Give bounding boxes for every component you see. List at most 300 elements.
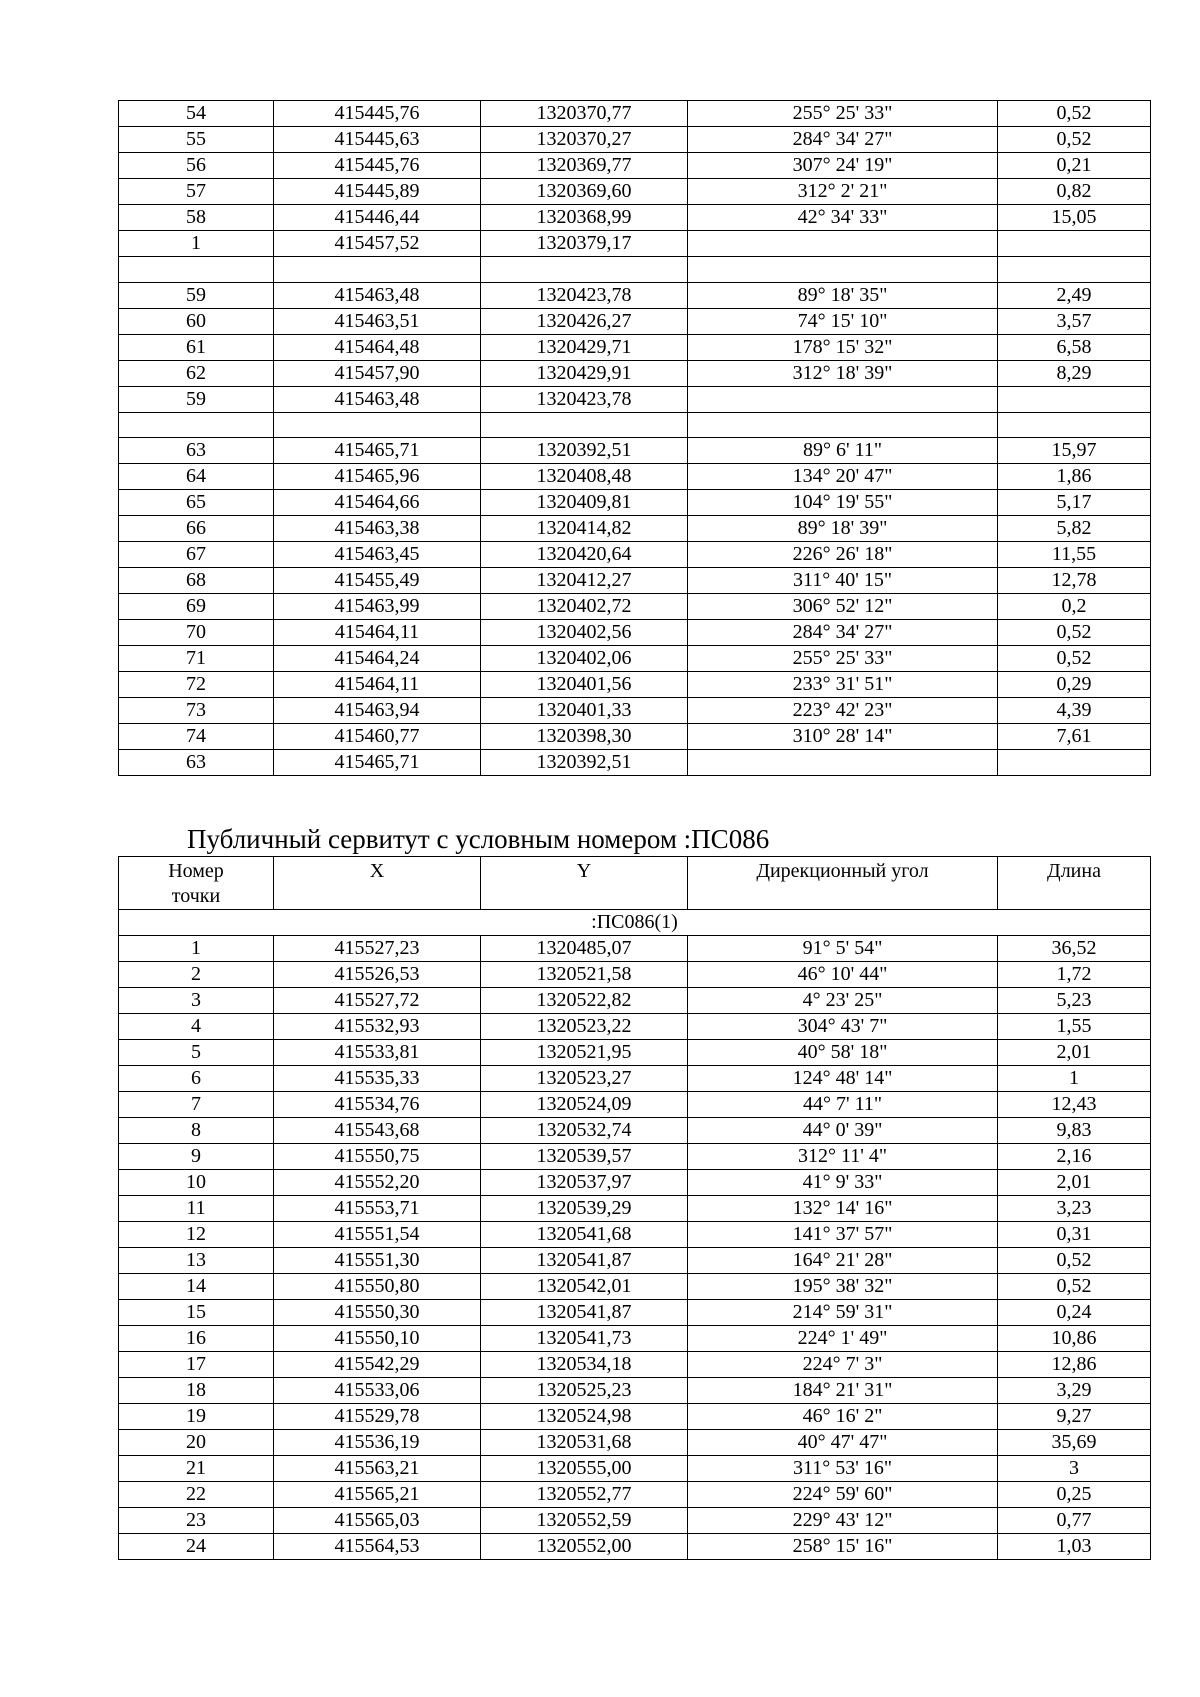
cell-length: 11,55: [998, 542, 1151, 568]
cell-point-number: 63: [119, 750, 274, 776]
cell-x: 415463,48: [274, 386, 481, 412]
cell-length: 4,39: [998, 698, 1151, 724]
cell-x: 415533,81: [274, 1040, 481, 1066]
table-row: [119, 1352, 1151, 1378]
cell-x: 415550,75: [274, 1144, 481, 1170]
cell-length: 0,2: [998, 594, 1151, 620]
cell-length: 0,21: [998, 153, 1151, 179]
cell-length: 2,01: [998, 1040, 1151, 1066]
cell-x: 415446,44: [274, 205, 481, 231]
table-row: [119, 1274, 1151, 1300]
cell-point-number: 68: [119, 568, 274, 594]
cell-point-number: 61: [119, 334, 274, 360]
table-row: [119, 1170, 1151, 1196]
cell-y: 1320370,77: [481, 101, 688, 127]
cell-length: 9,27: [998, 1404, 1151, 1430]
table-row: [119, 257, 1151, 283]
table-row: [119, 308, 1151, 334]
cell-length: 0,31: [998, 1222, 1151, 1248]
cell-y: 1320541,87: [481, 1248, 688, 1274]
table-row: [119, 724, 1151, 750]
cell-length: [998, 257, 1151, 283]
cell-y: 1320523,27: [481, 1066, 688, 1092]
cell-x: 415542,29: [274, 1352, 481, 1378]
cell-point-number: 6: [119, 1066, 274, 1092]
table-row: [119, 360, 1151, 386]
cell-length: 10,86: [998, 1326, 1151, 1352]
cell-point-number: 9: [119, 1144, 274, 1170]
cell-point-number: 19: [119, 1404, 274, 1430]
cell-y: [481, 412, 688, 438]
cell-x: 415457,90: [274, 360, 481, 386]
cell-x: 415551,30: [274, 1248, 481, 1274]
table-row: [119, 438, 1151, 464]
cell-length: 6,58: [998, 334, 1151, 360]
cell-x: 415463,48: [274, 282, 481, 308]
cell-length: 36,52: [998, 936, 1151, 962]
cell-length: 3,23: [998, 1196, 1151, 1222]
cell-direction-angle: 184° 21' 31": [688, 1378, 998, 1404]
cell-x: 415457,52: [274, 231, 481, 257]
cell-direction-angle: 258° 15' 16": [688, 1534, 998, 1560]
cell-y: 1320485,07: [481, 936, 688, 962]
table-row: [119, 386, 1151, 412]
table-row: [119, 1534, 1151, 1560]
cell-y: 1320392,51: [481, 438, 688, 464]
table-row: [119, 1456, 1151, 1482]
cell-y: 1320524,09: [481, 1092, 688, 1118]
cell-point-number: 24: [119, 1534, 274, 1560]
cell-direction-angle: 226° 26' 18": [688, 542, 998, 568]
cell-point-number: 4: [119, 1014, 274, 1040]
cell-direction-angle: 195° 38' 32": [688, 1274, 998, 1300]
cell-length: 2,49: [998, 282, 1151, 308]
table-row: [119, 1014, 1151, 1040]
cell-x: 415550,10: [274, 1326, 481, 1352]
cell-direction-angle: 255° 25' 33": [688, 646, 998, 672]
cell-y: [481, 257, 688, 283]
section-title: Публичный сервитут с условным номером :ПС086: [187, 824, 770, 854]
cell-length: 3,57: [998, 308, 1151, 334]
cell-y: 1320552,00: [481, 1534, 688, 1560]
cell-direction-angle: 124° 48' 14": [688, 1066, 998, 1092]
cell-direction-angle: 307° 24' 19": [688, 153, 998, 179]
cell-length: 0,52: [998, 646, 1151, 672]
cell-x: 415563,21: [274, 1456, 481, 1482]
cell-x: 415464,48: [274, 334, 481, 360]
cell-y: 1320423,78: [481, 386, 688, 412]
cell-direction-angle: 89° 18' 35": [688, 282, 998, 308]
cell-y: 1320541,73: [481, 1326, 688, 1352]
cell-direction-angle: [688, 412, 998, 438]
cell-point-number: 70: [119, 620, 274, 646]
table-row: [119, 334, 1151, 360]
table-row: [119, 1222, 1151, 1248]
cell-length: 1,72: [998, 962, 1151, 988]
contour-label: :ПС086(1): [119, 910, 1151, 936]
cell-length: 12,43: [998, 1092, 1151, 1118]
cell-y: 1320369,60: [481, 179, 688, 205]
cell-direction-angle: 134° 20' 47": [688, 464, 998, 490]
cell-y: 1320532,74: [481, 1118, 688, 1144]
cell-y: 1320423,78: [481, 282, 688, 308]
table-row: [119, 542, 1151, 568]
cell-y: 1320401,33: [481, 698, 688, 724]
cell-x: 415535,33: [274, 1066, 481, 1092]
cell-direction-angle: 233° 31' 51": [688, 672, 998, 698]
table-row: [119, 464, 1151, 490]
cell-length: 0,52: [998, 101, 1151, 127]
cell-y: 1320541,68: [481, 1222, 688, 1248]
cell-direction-angle: 141° 37' 57": [688, 1222, 998, 1248]
cell-direction-angle: 284° 34' 27": [688, 620, 998, 646]
cell-y: 1320420,64: [481, 542, 688, 568]
cell-point-number: 73: [119, 698, 274, 724]
table-row: [119, 698, 1151, 724]
cell-direction-angle: 44° 0' 39": [688, 1118, 998, 1144]
cell-direction-angle: 304° 43' 7": [688, 1014, 998, 1040]
cell-x: 415551,54: [274, 1222, 481, 1248]
cell-y: 1320541,87: [481, 1300, 688, 1326]
cell-point-number: 60: [119, 308, 274, 334]
cell-direction-angle: [688, 386, 998, 412]
cell-point-number: 57: [119, 179, 274, 205]
cell-y: 1320429,71: [481, 334, 688, 360]
table-row: [119, 516, 1151, 542]
cell-point-number: 63: [119, 438, 274, 464]
cell-length: 2,16: [998, 1144, 1151, 1170]
cell-point-number: 59: [119, 386, 274, 412]
table-header-row: [119, 857, 1151, 910]
cell-y: 1320534,18: [481, 1352, 688, 1378]
cell-y: 1320426,27: [481, 308, 688, 334]
table-row: [119, 127, 1151, 153]
cell-y: 1320539,57: [481, 1144, 688, 1170]
cell-x: 415445,63: [274, 127, 481, 153]
table-row: [119, 988, 1151, 1014]
cell-x: 415463,38: [274, 516, 481, 542]
cell-y: 1320392,51: [481, 750, 688, 776]
cell-x: 415550,30: [274, 1300, 481, 1326]
table-row: [119, 646, 1151, 672]
cell-direction-angle: [688, 257, 998, 283]
cell-length: [998, 386, 1151, 412]
cell-x: 415529,78: [274, 1404, 481, 1430]
cell-length: 0,25: [998, 1482, 1151, 1508]
cell-x: 415445,76: [274, 101, 481, 127]
cell-y: 1320402,72: [481, 594, 688, 620]
cell-direction-angle: 312° 18' 39": [688, 360, 998, 386]
cell-length: [998, 412, 1151, 438]
header-point-number: Номер точки: [119, 857, 274, 910]
cell-point-number: 69: [119, 594, 274, 620]
cell-length: 7,61: [998, 724, 1151, 750]
cell-x: 415534,76: [274, 1092, 481, 1118]
cell-point-number: 55: [119, 127, 274, 153]
cell-point-number: 74: [119, 724, 274, 750]
cell-direction-angle: 310° 28' 14": [688, 724, 998, 750]
table-row: [119, 179, 1151, 205]
cell-length: 1: [998, 1066, 1151, 1092]
cell-point-number: 21: [119, 1456, 274, 1482]
cell-length: 3: [998, 1456, 1151, 1482]
cell-length: 3,29: [998, 1378, 1151, 1404]
cell-y: 1320552,77: [481, 1482, 688, 1508]
cell-point-number: 5: [119, 1040, 274, 1066]
table-row: [119, 1066, 1151, 1092]
cell-direction-angle: 91° 5' 54": [688, 936, 998, 962]
header-length: Длина: [998, 857, 1151, 910]
table-row: [119, 936, 1151, 962]
table-row: [119, 1378, 1151, 1404]
table-row: [119, 231, 1151, 257]
table-row: [119, 750, 1151, 776]
cell-point-number: 15: [119, 1300, 274, 1326]
header-y: Y: [481, 857, 688, 910]
cell-length: 1,55: [998, 1014, 1151, 1040]
cell-length: 8,29: [998, 360, 1151, 386]
cell-x: 415463,51: [274, 308, 481, 334]
cell-y: 1320368,99: [481, 205, 688, 231]
cell-y: 1320402,06: [481, 646, 688, 672]
cell-point-number: 58: [119, 205, 274, 231]
table-row: [119, 620, 1151, 646]
cell-x: 415445,76: [274, 153, 481, 179]
cell-point-number: 64: [119, 464, 274, 490]
cell-direction-angle: 40° 58' 18": [688, 1040, 998, 1066]
cell-y: 1320408,48: [481, 464, 688, 490]
cell-y: 1320521,95: [481, 1040, 688, 1066]
cell-y: 1320414,82: [481, 516, 688, 542]
cell-x: 415532,93: [274, 1014, 481, 1040]
cell-length: [998, 750, 1151, 776]
cell-length: 0,52: [998, 1274, 1151, 1300]
cell-direction-angle: 42° 34' 33": [688, 205, 998, 231]
cell-point-number: 2: [119, 962, 274, 988]
table-row: [119, 1196, 1151, 1222]
cell-point-number: 17: [119, 1352, 274, 1378]
cell-point-number: 65: [119, 490, 274, 516]
cell-direction-angle: 74° 15' 10": [688, 308, 998, 334]
table-row: [119, 153, 1151, 179]
cell-y: 1320429,91: [481, 360, 688, 386]
cell-x: 415463,94: [274, 698, 481, 724]
table-row: [119, 1508, 1151, 1534]
cell-direction-angle: 284° 34' 27": [688, 127, 998, 153]
cell-length: 0,24: [998, 1300, 1151, 1326]
cell-point-number: 66: [119, 516, 274, 542]
table-row: [119, 1482, 1151, 1508]
cell-direction-angle: 89° 18' 39": [688, 516, 998, 542]
cell-y: 1320370,27: [481, 127, 688, 153]
cell-y: 1320537,97: [481, 1170, 688, 1196]
cell-x: 415445,89: [274, 179, 481, 205]
table-subheader-row: [119, 910, 1151, 936]
cell-length: 0,52: [998, 620, 1151, 646]
cell-direction-angle: 132° 14' 16": [688, 1196, 998, 1222]
cell-x: 415553,71: [274, 1196, 481, 1222]
cell-x: 415463,45: [274, 542, 481, 568]
cell-y: 1320555,00: [481, 1456, 688, 1482]
cell-point-number: 10: [119, 1170, 274, 1196]
cell-y: 1320522,82: [481, 988, 688, 1014]
cell-y: 1320398,30: [481, 724, 688, 750]
cell-x: 415464,11: [274, 620, 481, 646]
cell-y: 1320412,27: [481, 568, 688, 594]
cell-point-number: 7: [119, 1092, 274, 1118]
cell-direction-angle: 229° 43' 12": [688, 1508, 998, 1534]
cell-x: 415564,53: [274, 1534, 481, 1560]
cell-point-number: 67: [119, 542, 274, 568]
cell-y: 1320379,17: [481, 231, 688, 257]
cell-direction-angle: 311° 40' 15": [688, 568, 998, 594]
cell-direction-angle: 312° 11' 4": [688, 1144, 998, 1170]
table-row: [119, 962, 1151, 988]
cell-length: 15,05: [998, 205, 1151, 231]
cell-x: 415464,11: [274, 672, 481, 698]
cell-x: 415455,49: [274, 568, 481, 594]
cell-x: 415464,66: [274, 490, 481, 516]
table-row: [119, 1092, 1151, 1118]
cell-length: 1,86: [998, 464, 1151, 490]
table-row: [119, 490, 1151, 516]
cell-y: 1320369,77: [481, 153, 688, 179]
cell-point-number: 20: [119, 1430, 274, 1456]
cell-x: 415527,23: [274, 936, 481, 962]
cell-length: 1,03: [998, 1534, 1151, 1560]
cell-length: 2,01: [998, 1170, 1151, 1196]
table-row: [119, 101, 1151, 127]
cell-direction-angle: 104° 19' 55": [688, 490, 998, 516]
header-direction-angle: Дирекционный угол: [688, 857, 998, 910]
cell-direction-angle: 44° 7' 11": [688, 1092, 998, 1118]
cell-point-number: 1: [119, 231, 274, 257]
cell-y: 1320523,22: [481, 1014, 688, 1040]
cell-point-number: 62: [119, 360, 274, 386]
table-row: [119, 412, 1151, 438]
cell-x: 415565,21: [274, 1482, 481, 1508]
cell-x: 415526,53: [274, 962, 481, 988]
cell-point-number: 11: [119, 1196, 274, 1222]
cell-length: 12,86: [998, 1352, 1151, 1378]
cell-y: 1320401,56: [481, 672, 688, 698]
table-row: [119, 1326, 1151, 1352]
servitude-coordinates-table: [118, 856, 1151, 1560]
cell-x: 415565,03: [274, 1508, 481, 1534]
table-body: [119, 101, 1151, 776]
cell-direction-angle: 312° 2' 21": [688, 179, 998, 205]
cell-length: 0,77: [998, 1508, 1151, 1534]
cell-direction-angle: 164° 21' 28": [688, 1248, 998, 1274]
cell-y: 1320539,29: [481, 1196, 688, 1222]
cell-point-number: [119, 412, 274, 438]
table-row: [119, 282, 1151, 308]
cell-length: 0,82: [998, 179, 1151, 205]
cell-x: 415536,19: [274, 1430, 481, 1456]
cell-x: 415465,71: [274, 438, 481, 464]
cell-direction-angle: 224° 1' 49": [688, 1326, 998, 1352]
cell-length: 15,97: [998, 438, 1151, 464]
table-row: [119, 1040, 1151, 1066]
cell-x: 415543,68: [274, 1118, 481, 1144]
cell-point-number: 16: [119, 1326, 274, 1352]
table-row: [119, 1248, 1151, 1274]
table-row: [119, 1118, 1151, 1144]
table-row: [119, 594, 1151, 620]
cell-y: 1320521,58: [481, 962, 688, 988]
cell-direction-angle: 89° 6' 11": [688, 438, 998, 464]
cell-direction-angle: [688, 231, 998, 257]
cell-length: 9,83: [998, 1118, 1151, 1144]
table-row: [119, 1430, 1151, 1456]
cell-point-number: 12: [119, 1222, 274, 1248]
cell-y: 1320542,01: [481, 1274, 688, 1300]
cell-x: 415465,71: [274, 750, 481, 776]
table-row: [119, 1404, 1151, 1430]
table-row: [119, 1300, 1151, 1326]
table-body: [119, 857, 1151, 1560]
cell-length: 5,17: [998, 490, 1151, 516]
coordinates-table-continued: [118, 100, 1151, 776]
cell-direction-angle: 41° 9' 33": [688, 1170, 998, 1196]
cell-point-number: 13: [119, 1248, 274, 1274]
cell-point-number: 23: [119, 1508, 274, 1534]
cell-y: 1320525,23: [481, 1378, 688, 1404]
table-row: [119, 672, 1151, 698]
cell-x: 415527,72: [274, 988, 481, 1014]
cell-direction-angle: 178° 15' 32": [688, 334, 998, 360]
cell-y: 1320402,56: [481, 620, 688, 646]
cell-direction-angle: 214° 59' 31": [688, 1300, 998, 1326]
cell-point-number: 18: [119, 1378, 274, 1404]
table-row: [119, 1144, 1151, 1170]
cell-direction-angle: 224° 7' 3": [688, 1352, 998, 1378]
cell-point-number: 71: [119, 646, 274, 672]
cell-y: 1320524,98: [481, 1404, 688, 1430]
cell-point-number: 59: [119, 282, 274, 308]
cell-x: [274, 412, 481, 438]
cell-y: 1320531,68: [481, 1430, 688, 1456]
cell-direction-angle: 46° 10' 44": [688, 962, 998, 988]
cell-point-number: 54: [119, 101, 274, 127]
table-row: [119, 205, 1151, 231]
cell-direction-angle: 306° 52' 12": [688, 594, 998, 620]
cell-y: 1320552,59: [481, 1508, 688, 1534]
cell-x: 415464,24: [274, 646, 481, 672]
cell-point-number: 14: [119, 1274, 274, 1300]
table-row: [119, 568, 1151, 594]
cell-length: 12,78: [998, 568, 1151, 594]
cell-x: 415552,20: [274, 1170, 481, 1196]
cell-y: 1320409,81: [481, 490, 688, 516]
cell-length: 35,69: [998, 1430, 1151, 1456]
cell-x: 415465,96: [274, 464, 481, 490]
cell-direction-angle: 255° 25' 33": [688, 101, 998, 127]
cell-length: 0,52: [998, 127, 1151, 153]
cell-direction-angle: 4° 23' 25": [688, 988, 998, 1014]
cell-point-number: 22: [119, 1482, 274, 1508]
cell-point-number: [119, 257, 274, 283]
cell-x: 415550,80: [274, 1274, 481, 1300]
cell-direction-angle: 311° 53' 16": [688, 1456, 998, 1482]
cell-length: 0,52: [998, 1248, 1151, 1274]
cell-x: 415463,99: [274, 594, 481, 620]
cell-direction-angle: 46° 16' 2": [688, 1404, 998, 1430]
cell-direction-angle: 40° 47' 47": [688, 1430, 998, 1456]
cell-point-number: 56: [119, 153, 274, 179]
cell-point-number: 1: [119, 936, 274, 962]
cell-x: 415533,06: [274, 1378, 481, 1404]
